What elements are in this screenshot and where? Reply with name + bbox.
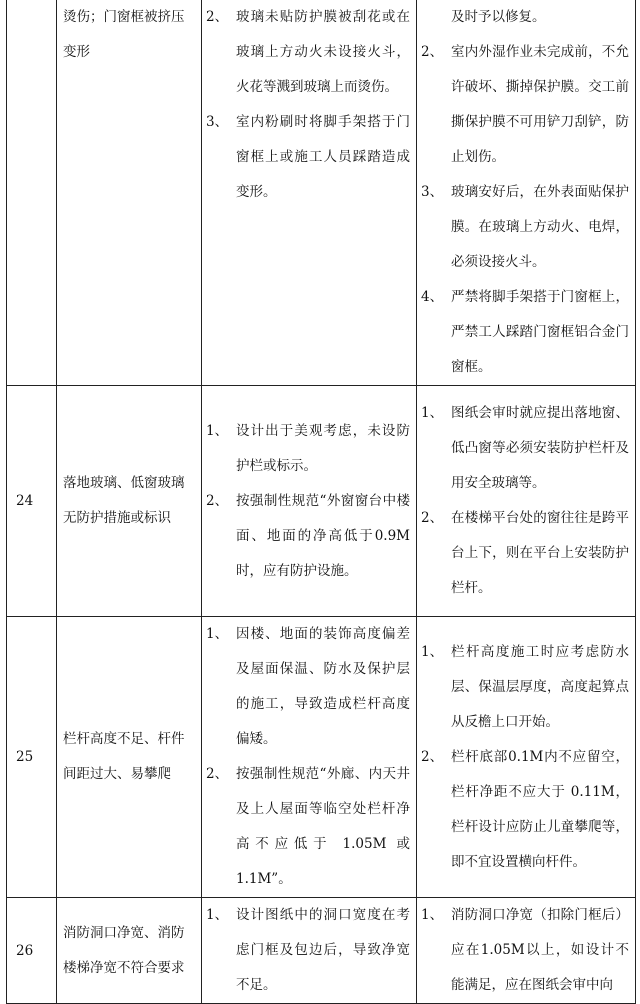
issue-category: 栏杆高度不足、杆件间距过大、易攀爬 <box>57 617 202 898</box>
quality-issues-table <box>6 0 636 1004</box>
list-item: 2、 按强制性规范“外廊、内天井及上人屋面等临空处栏杆净高不应低于 1.05M 或1.1M”。 <box>206 766 410 887</box>
list-item: 2、 栏杆底部0.1M内不应留空，栏杆净距不应大于 0.11M，栏杆设计应防止儿童攀爬等，即不宜设置横向杆件。 <box>421 748 629 870</box>
list-item: 4、 严禁将脚手架搭于门窗框上，严禁工人踩踏门窗框铝合金门窗框。 <box>421 289 629 375</box>
list-item: 1、 设计出于美观考虑，未设防护栏或标示。 <box>206 422 410 474</box>
issue-category: 消防洞口净宽、消防楼梯净宽不符合要求 <box>57 898 202 1004</box>
cause-cell <box>202 0 417 386</box>
row-number <box>7 0 57 386</box>
list-item: 3、 玻璃安好后，在外表面贴保护膜。在玻璃上方动火、电焊，必须设接火斗。 <box>421 184 629 270</box>
list-item: 2、 室内外湿作业未完成前，不允许破坏、撕掉保护膜。交工前撕保护膜不可用铲刀刮铲，防止划伤。 <box>421 44 629 165</box>
list-item: 2、 在楼梯平台处的窗往往是跨平台上下，则在平台上安装防护栏杆。 <box>421 510 629 596</box>
measure-cell <box>417 386 636 617</box>
row-number: 24 <box>7 386 57 617</box>
cause-cell <box>202 386 417 617</box>
measure-cell <box>417 617 636 898</box>
list-item: 2、 按强制性规范“外窗窗台中楼面、地面的净高低于0.9M时，应有防护设施。 <box>206 492 410 579</box>
issue-category: 落地玻璃、低窗玻璃无防护措施或标识 <box>57 386 202 617</box>
list-item: 及时予以修复。 <box>451 9 546 25</box>
list-item: 2、 玻璃未贴防护膜被刮花或在玻璃上方动火未设接火斗，火花等溅到玻璃上而烫伤。 <box>206 9 410 95</box>
row-number: 26 <box>7 898 57 1004</box>
issue-category: 烫伤；门窗框被挤压变形 <box>57 0 202 386</box>
list-item: 1、 消防洞口净宽（扣除门框后）应在1.05M以上，如设计不能满足，应在图纸会审中向 <box>421 907 629 993</box>
table-row <box>7 386 636 617</box>
list-item: 1、 栏杆高度施工时应考虑防水层、保温层厚度，高度起算点从反檐上口开始。 <box>421 643 629 730</box>
measure-cell <box>417 0 636 386</box>
measure-cell <box>417 898 636 1004</box>
list-item: 1、 设计图纸中的洞口宽度在考虑门框及包边后，导致净宽不足。 <box>206 907 410 993</box>
list-item: 1、 图纸会审时就应提出落地窗、低凸窗等必须安装防护栏杆及用安全玻璃等。 <box>421 405 629 491</box>
table-row <box>7 0 636 386</box>
cause-cell <box>202 898 417 1004</box>
row-number: 25 <box>7 617 57 898</box>
table-row <box>7 898 636 1004</box>
cause-cell <box>202 617 417 898</box>
list-item: 1、 因楼、地面的装饰高度偏差及屋面保温、防水及保护层的施工，导致造成栏杆高度偏矮。 <box>206 626 410 747</box>
list-item: 3、 室内粉刷时将脚手架搭于门窗框上或施工人员踩踏造成变形。 <box>206 114 410 200</box>
table-row <box>7 617 636 898</box>
